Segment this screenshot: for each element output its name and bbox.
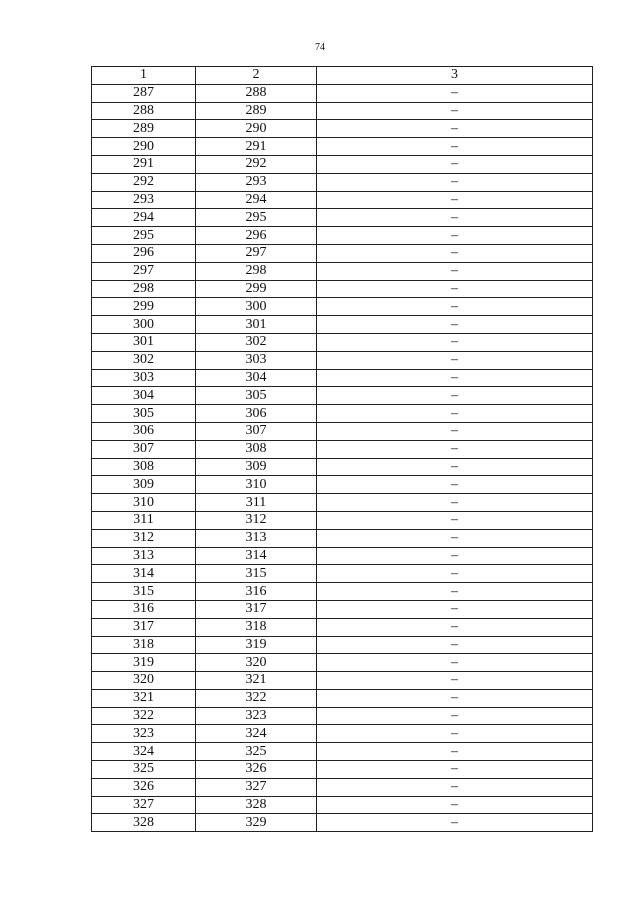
table-cell: 303 xyxy=(196,351,317,369)
table-row xyxy=(92,298,593,316)
table-cell: – xyxy=(317,191,593,209)
table-cell: 326 xyxy=(196,761,317,779)
table-cell: 308 xyxy=(92,458,196,476)
table-header-row xyxy=(92,67,593,85)
table-cell: – xyxy=(317,227,593,245)
column-header: 1 xyxy=(92,67,196,85)
table-cell: – xyxy=(317,387,593,405)
table-cell: 317 xyxy=(196,600,317,618)
table-row xyxy=(92,440,593,458)
table-row xyxy=(92,458,593,476)
table-row xyxy=(92,333,593,351)
table-cell: 321 xyxy=(92,689,196,707)
table-cell: – xyxy=(317,689,593,707)
table-cell: – xyxy=(317,405,593,423)
table-cell: – xyxy=(317,761,593,779)
table-cell: 328 xyxy=(196,796,317,814)
table-cell: 296 xyxy=(196,227,317,245)
table-cell: – xyxy=(317,778,593,796)
table-row xyxy=(92,369,593,387)
table-cell: 327 xyxy=(92,796,196,814)
table-cell: 328 xyxy=(92,814,196,832)
table-cell: – xyxy=(317,262,593,280)
table-cell: – xyxy=(317,316,593,334)
table-cell: – xyxy=(317,565,593,583)
table-cell: 329 xyxy=(196,814,317,832)
table-cell: 297 xyxy=(92,262,196,280)
table-cell: 323 xyxy=(196,707,317,725)
table-cell: 305 xyxy=(92,405,196,423)
table-cell: 312 xyxy=(92,529,196,547)
table-cell: 295 xyxy=(196,209,317,227)
table-cell: – xyxy=(317,298,593,316)
table-cell: – xyxy=(317,511,593,529)
table-cell: 300 xyxy=(92,316,196,334)
table-cell: 314 xyxy=(92,565,196,583)
table-cell: 319 xyxy=(196,636,317,654)
table-cell: 296 xyxy=(92,244,196,262)
table-cell: 295 xyxy=(92,227,196,245)
table-cell: 294 xyxy=(92,209,196,227)
table-cell: 319 xyxy=(92,654,196,672)
table-cell: 293 xyxy=(92,191,196,209)
table-cell: – xyxy=(317,725,593,743)
table-cell: – xyxy=(317,672,593,690)
table-cell: – xyxy=(317,120,593,138)
table-cell: 321 xyxy=(196,672,317,690)
page-number: 74 xyxy=(315,42,325,53)
table-cell: 309 xyxy=(196,458,317,476)
table-body xyxy=(92,84,593,831)
table-row xyxy=(92,600,593,618)
table-cell: 324 xyxy=(92,743,196,761)
table-cell: 298 xyxy=(196,262,317,280)
table-row xyxy=(92,227,593,245)
table-cell: 313 xyxy=(92,547,196,565)
table-row xyxy=(92,494,593,512)
table-cell: – xyxy=(317,743,593,761)
table-cell: 314 xyxy=(196,547,317,565)
table-row xyxy=(92,191,593,209)
table-row xyxy=(92,262,593,280)
table-cell: – xyxy=(317,244,593,262)
table-cell: 298 xyxy=(92,280,196,298)
table-row xyxy=(92,155,593,173)
table-cell: 308 xyxy=(196,440,317,458)
table-cell: 324 xyxy=(196,725,317,743)
table-row xyxy=(92,511,593,529)
table-row xyxy=(92,636,593,654)
table-cell: – xyxy=(317,422,593,440)
table-cell: – xyxy=(317,102,593,120)
table-row xyxy=(92,280,593,298)
table-cell: – xyxy=(317,796,593,814)
table-row xyxy=(92,725,593,743)
data-table xyxy=(91,66,593,832)
column-header: 2 xyxy=(196,67,317,85)
table-cell: – xyxy=(317,440,593,458)
table-cell: 306 xyxy=(196,405,317,423)
table-cell: – xyxy=(317,654,593,672)
table-row xyxy=(92,814,593,832)
table-cell: 290 xyxy=(92,138,196,156)
table-row xyxy=(92,120,593,138)
table-row xyxy=(92,387,593,405)
table-row xyxy=(92,707,593,725)
table-cell: 287 xyxy=(92,84,196,102)
table-cell: – xyxy=(317,333,593,351)
table-cell: – xyxy=(317,138,593,156)
table-cell: 311 xyxy=(196,494,317,512)
table-cell: 304 xyxy=(196,369,317,387)
table-cell: 310 xyxy=(92,494,196,512)
table-row xyxy=(92,138,593,156)
table-cell: 315 xyxy=(92,583,196,601)
table-row xyxy=(92,351,593,369)
table-cell: 315 xyxy=(196,565,317,583)
table-cell: 292 xyxy=(92,173,196,191)
table-row xyxy=(92,743,593,761)
table-cell: – xyxy=(317,814,593,832)
table-row xyxy=(92,761,593,779)
table-cell: 309 xyxy=(92,476,196,494)
table-cell: – xyxy=(317,636,593,654)
table-cell: 316 xyxy=(196,583,317,601)
table-cell: 299 xyxy=(92,298,196,316)
table-row xyxy=(92,173,593,191)
table-row xyxy=(92,547,593,565)
table-row xyxy=(92,672,593,690)
table-cell: 300 xyxy=(196,298,317,316)
table-cell: – xyxy=(317,618,593,636)
table-cell: 325 xyxy=(92,761,196,779)
table-cell: – xyxy=(317,209,593,227)
table-cell: 310 xyxy=(196,476,317,494)
table-row xyxy=(92,583,593,601)
table-cell: – xyxy=(317,476,593,494)
table-cell: – xyxy=(317,155,593,173)
table-cell: 301 xyxy=(92,333,196,351)
table-cell: 292 xyxy=(196,155,317,173)
table-cell: 302 xyxy=(196,333,317,351)
table-cell: 289 xyxy=(196,102,317,120)
table-cell: 312 xyxy=(196,511,317,529)
table-row xyxy=(92,209,593,227)
table-cell: 313 xyxy=(196,529,317,547)
table-cell: – xyxy=(317,529,593,547)
table-cell: 320 xyxy=(92,672,196,690)
table-cell: 317 xyxy=(92,618,196,636)
table-row xyxy=(92,316,593,334)
table-cell: 323 xyxy=(92,725,196,743)
table-cell: 288 xyxy=(196,84,317,102)
table-cell: 316 xyxy=(92,600,196,618)
table-cell: 299 xyxy=(196,280,317,298)
table-row xyxy=(92,405,593,423)
table-cell: 293 xyxy=(196,173,317,191)
table-cell: 322 xyxy=(196,689,317,707)
table-cell: – xyxy=(317,351,593,369)
table-cell: 326 xyxy=(92,778,196,796)
table-row xyxy=(92,565,593,583)
table-row xyxy=(92,654,593,672)
column-header: 3 xyxy=(317,67,593,85)
table-cell: 291 xyxy=(92,155,196,173)
table-cell: 327 xyxy=(196,778,317,796)
table-cell: – xyxy=(317,458,593,476)
table-cell: 320 xyxy=(196,654,317,672)
table-cell: 288 xyxy=(92,102,196,120)
table-cell: – xyxy=(317,494,593,512)
table-cell: 325 xyxy=(196,743,317,761)
table-cell: 297 xyxy=(196,244,317,262)
table-row xyxy=(92,84,593,102)
table-cell: 318 xyxy=(92,636,196,654)
table-cell: 318 xyxy=(196,618,317,636)
table-row xyxy=(92,689,593,707)
table-row xyxy=(92,796,593,814)
table-cell: – xyxy=(317,600,593,618)
table-cell: – xyxy=(317,369,593,387)
table-row xyxy=(92,529,593,547)
table-cell: – xyxy=(317,280,593,298)
table-cell: 307 xyxy=(92,440,196,458)
table-cell: 305 xyxy=(196,387,317,405)
table-row xyxy=(92,778,593,796)
table-row xyxy=(92,618,593,636)
table-cell: 294 xyxy=(196,191,317,209)
table-cell: 302 xyxy=(92,351,196,369)
table-cell: – xyxy=(317,547,593,565)
table-row xyxy=(92,476,593,494)
table-cell: 290 xyxy=(196,120,317,138)
table-cell: 289 xyxy=(92,120,196,138)
table-cell: – xyxy=(317,707,593,725)
table-cell: 306 xyxy=(92,422,196,440)
table-cell: – xyxy=(317,84,593,102)
table-cell: 291 xyxy=(196,138,317,156)
table-cell: 301 xyxy=(196,316,317,334)
table-cell: 307 xyxy=(196,422,317,440)
table-cell: 322 xyxy=(92,707,196,725)
table-cell: 303 xyxy=(92,369,196,387)
table-cell: – xyxy=(317,583,593,601)
table-cell: 311 xyxy=(92,511,196,529)
table-row xyxy=(92,422,593,440)
table-cell: 304 xyxy=(92,387,196,405)
table-row xyxy=(92,102,593,120)
table-cell: – xyxy=(317,173,593,191)
table-row xyxy=(92,244,593,262)
